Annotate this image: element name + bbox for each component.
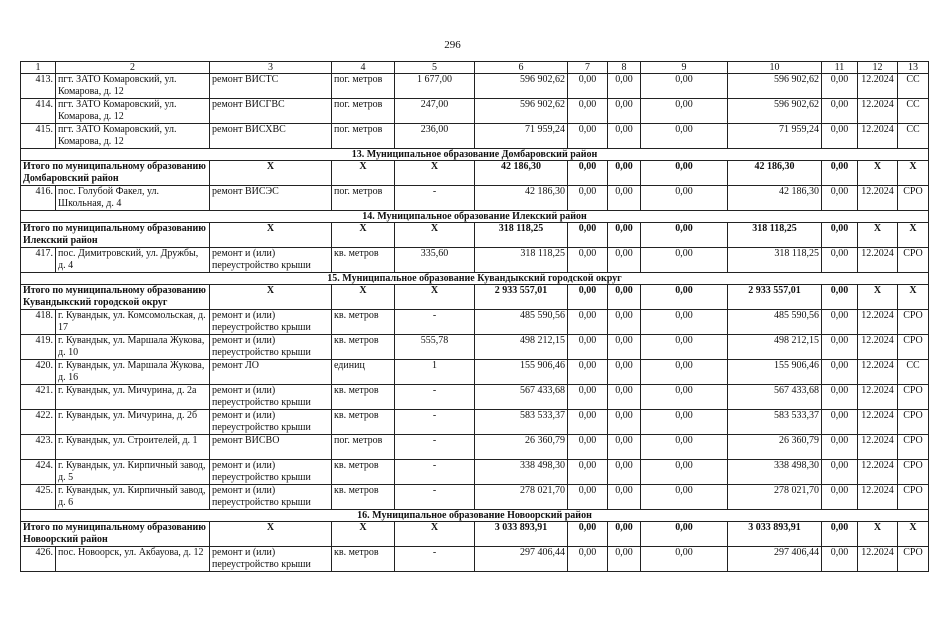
work-type: ремонт и (или) переустройство крыши bbox=[210, 547, 332, 572]
work-type: ремонт ВИСТС bbox=[210, 74, 332, 99]
unit: пог. метров bbox=[332, 435, 395, 460]
col-11-value: 0,00 bbox=[822, 285, 858, 310]
table-row bbox=[21, 360, 929, 385]
unit: кв. метров bbox=[332, 335, 395, 360]
col-8-value: 0,00 bbox=[608, 161, 641, 186]
work-type: ремонт ЛО bbox=[210, 360, 332, 385]
col-10-value: 338 498,30 bbox=[728, 460, 822, 485]
header-col-11: 11 bbox=[822, 62, 858, 74]
unit: пог. метров bbox=[332, 124, 395, 149]
cost-total: 318 118,25 bbox=[475, 248, 568, 273]
col-10-value: 3 033 893,91 bbox=[728, 522, 822, 547]
col-11-value: 0,00 bbox=[822, 335, 858, 360]
table-row bbox=[21, 74, 929, 99]
row-number: 426. bbox=[21, 547, 56, 572]
col-9-value: 0,00 bbox=[641, 74, 728, 99]
subtotal-label: Итого по муниципальному образованию Илекский район bbox=[21, 223, 210, 248]
work-type: ремонт ВИСВО bbox=[210, 435, 332, 460]
section-title: 15. Муниципальное образование Кувандыкский городской округ bbox=[21, 273, 929, 285]
col-10-value: 42 186,30 bbox=[728, 186, 822, 211]
col-11-value: 0,00 bbox=[822, 522, 858, 547]
col-9-value: 0,00 bbox=[641, 360, 728, 385]
col-11-value: 0,00 bbox=[822, 74, 858, 99]
contractor-code: СРО bbox=[898, 335, 929, 360]
quantity: Х bbox=[395, 161, 475, 186]
row-number: 418. bbox=[21, 310, 56, 335]
section-row bbox=[21, 149, 929, 161]
contractor-code: СРО bbox=[898, 186, 929, 211]
completion-date: 12.2024 bbox=[858, 360, 898, 385]
col-8-value: 0,00 bbox=[608, 310, 641, 335]
col-11-value: 0,00 bbox=[822, 360, 858, 385]
col-9-value: 0,00 bbox=[641, 223, 728, 248]
col-9-value: 0,00 bbox=[641, 124, 728, 149]
contractor-code: Х bbox=[898, 285, 929, 310]
address: г. Кувандык, ул. Строителей, д. 1 bbox=[56, 435, 210, 460]
row-number: 423. bbox=[21, 435, 56, 460]
contractor-code: СРО bbox=[898, 435, 929, 460]
address: г. Кувандык, ул. Мичурина, д. 2б bbox=[56, 410, 210, 435]
work-type: ремонт и (или) переустройство крыши bbox=[210, 410, 332, 435]
quantity: 247,00 bbox=[395, 99, 475, 124]
subtotal-row bbox=[21, 522, 929, 547]
row-number: 419. bbox=[21, 335, 56, 360]
col-9-value: 0,00 bbox=[641, 285, 728, 310]
work-type: ремонт ВИСЭС bbox=[210, 186, 332, 211]
section-title: 13. Муниципальное образование Домбаровский район bbox=[21, 149, 929, 161]
subtotal-row bbox=[21, 285, 929, 310]
completion-date: 12.2024 bbox=[858, 335, 898, 360]
row-number: 415. bbox=[21, 124, 56, 149]
unit: кв. метров bbox=[332, 460, 395, 485]
quantity: - bbox=[395, 310, 475, 335]
contractor-code: СРО bbox=[898, 310, 929, 335]
table-row bbox=[21, 410, 929, 435]
address: г. Кувандык, ул. Комсомольская, д. 17 bbox=[56, 310, 210, 335]
completion-date: 12.2024 bbox=[858, 186, 898, 211]
col-8-value: 0,00 bbox=[608, 485, 641, 510]
address: г. Кувандык, ул. Маршала Жукова, д. 16 bbox=[56, 360, 210, 385]
unit: Х bbox=[332, 161, 395, 186]
col-10-value: 278 021,70 bbox=[728, 485, 822, 510]
col-8-value: 0,00 bbox=[608, 248, 641, 273]
completion-date: 12.2024 bbox=[858, 74, 898, 99]
col-11-value: 0,00 bbox=[822, 385, 858, 410]
col-8-value: 0,00 bbox=[608, 186, 641, 211]
completion-date: 12.2024 bbox=[858, 124, 898, 149]
col-9-value: 0,00 bbox=[641, 547, 728, 572]
col-10-value: 567 433,68 bbox=[728, 385, 822, 410]
header-col-2: 2 bbox=[56, 62, 210, 74]
col-11-value: 0,00 bbox=[822, 460, 858, 485]
col-8-value: 0,00 bbox=[608, 99, 641, 124]
work-type: Х bbox=[210, 522, 332, 547]
address: пос. Новоорск, ул. Акбауова, д. 12 bbox=[56, 547, 210, 572]
col-11-value: 0,00 bbox=[822, 485, 858, 510]
completion-date: Х bbox=[858, 161, 898, 186]
address: г. Кувандык, ул. Мичурина, д. 2а bbox=[56, 385, 210, 410]
col-9-value: 0,00 bbox=[641, 335, 728, 360]
contractor-code: Х bbox=[898, 522, 929, 547]
quantity: Х bbox=[395, 285, 475, 310]
col-10-value: 318 118,25 bbox=[728, 223, 822, 248]
address: пос. Голубой Факел, ул. Школьная, д. 4 bbox=[56, 186, 210, 211]
section-title: 16. Муниципальное образование Новоорский район bbox=[21, 510, 929, 522]
section-row bbox=[21, 273, 929, 285]
table-row bbox=[21, 547, 929, 572]
unit: кв. метров bbox=[332, 310, 395, 335]
contractor-code: СРО bbox=[898, 248, 929, 273]
contractor-code: СРО bbox=[898, 410, 929, 435]
header-col-4: 4 bbox=[332, 62, 395, 74]
header-col-3: 3 bbox=[210, 62, 332, 74]
cost-total: 71 959,24 bbox=[475, 124, 568, 149]
contractor-code: Х bbox=[898, 223, 929, 248]
row-number: 422. bbox=[21, 410, 56, 435]
quantity: - bbox=[395, 410, 475, 435]
header-col-9: 9 bbox=[641, 62, 728, 74]
completion-date: 12.2024 bbox=[858, 410, 898, 435]
quantity: - bbox=[395, 186, 475, 211]
table-body bbox=[21, 62, 929, 572]
col-10-value: 318 118,25 bbox=[728, 248, 822, 273]
header-col-1: 1 bbox=[21, 62, 56, 74]
section-title: 14. Муниципальное образование Илекский район bbox=[21, 211, 929, 223]
column-number-header bbox=[21, 62, 929, 74]
page-number: 296 bbox=[444, 39, 461, 51]
col-10-value: 596 902,62 bbox=[728, 99, 822, 124]
col-8-value: 0,00 bbox=[608, 285, 641, 310]
col-9-value: 0,00 bbox=[641, 460, 728, 485]
col-7-value: 0,00 bbox=[568, 99, 608, 124]
col-7-value: 0,00 bbox=[568, 547, 608, 572]
col-7-value: 0,00 bbox=[568, 522, 608, 547]
col-7-value: 0,00 bbox=[568, 360, 608, 385]
col-7-value: 0,00 bbox=[568, 485, 608, 510]
work-type: ремонт и (или) переустройство крыши bbox=[210, 485, 332, 510]
work-type: ремонт ВИСХВС bbox=[210, 124, 332, 149]
col-7-value: 0,00 bbox=[568, 248, 608, 273]
cost-total: 297 406,44 bbox=[475, 547, 568, 572]
table-row bbox=[21, 435, 929, 460]
cost-total: 596 902,62 bbox=[475, 99, 568, 124]
col-9-value: 0,00 bbox=[641, 186, 728, 211]
unit: пог. метров bbox=[332, 186, 395, 211]
completion-date: 12.2024 bbox=[858, 385, 898, 410]
col-9-value: 0,00 bbox=[641, 410, 728, 435]
col-8-value: 0,00 bbox=[608, 223, 641, 248]
col-7-value: 0,00 bbox=[568, 385, 608, 410]
col-7-value: 0,00 bbox=[568, 223, 608, 248]
row-number: 414. bbox=[21, 99, 56, 124]
table-row bbox=[21, 186, 929, 211]
col-11-value: 0,00 bbox=[822, 99, 858, 124]
address: пос. Димитровский, ул. Дружбы, д. 4 bbox=[56, 248, 210, 273]
contractor-code: СРО bbox=[898, 547, 929, 572]
col-11-value: 0,00 bbox=[822, 435, 858, 460]
cost-total: 485 590,56 bbox=[475, 310, 568, 335]
completion-date: Х bbox=[858, 223, 898, 248]
col-8-value: 0,00 bbox=[608, 435, 641, 460]
work-type: ремонт и (или) переустройство крыши bbox=[210, 385, 332, 410]
contractor-code: СРО bbox=[898, 385, 929, 410]
work-type: ремонт ВИСГВС bbox=[210, 99, 332, 124]
col-10-value: 498 212,15 bbox=[728, 335, 822, 360]
subtotal-label: Итого по муниципальному образованию Домбаровский район bbox=[21, 161, 210, 186]
col-8-value: 0,00 bbox=[608, 410, 641, 435]
subtotal-label: Итого по муниципальному образованию Кувандыкский городской округ bbox=[21, 285, 210, 310]
col-7-value: 0,00 bbox=[568, 285, 608, 310]
section-row bbox=[21, 211, 929, 223]
col-10-value: 2 933 557,01 bbox=[728, 285, 822, 310]
subtotal-label: Итого по муниципальному образованию Новоорский район bbox=[21, 522, 210, 547]
col-11-value: 0,00 bbox=[822, 161, 858, 186]
table-row bbox=[21, 310, 929, 335]
col-8-value: 0,00 bbox=[608, 460, 641, 485]
col-10-value: 155 906,46 bbox=[728, 360, 822, 385]
contractor-code: СС bbox=[898, 74, 929, 99]
row-number: 425. bbox=[21, 485, 56, 510]
col-8-value: 0,00 bbox=[608, 385, 641, 410]
table-row bbox=[21, 248, 929, 273]
header-col-6: 6 bbox=[475, 62, 568, 74]
table-row bbox=[21, 485, 929, 510]
quantity: Х bbox=[395, 223, 475, 248]
header-col-5: 5 bbox=[395, 62, 475, 74]
unit: пог. метров bbox=[332, 74, 395, 99]
unit: пог. метров bbox=[332, 99, 395, 124]
table-row bbox=[21, 124, 929, 149]
contractor-code: СРО bbox=[898, 485, 929, 510]
col-11-value: 0,00 bbox=[822, 410, 858, 435]
table-row bbox=[21, 335, 929, 360]
col-9-value: 0,00 bbox=[641, 310, 728, 335]
cost-total: 42 186,30 bbox=[475, 186, 568, 211]
section-row bbox=[21, 510, 929, 522]
header-col-7: 7 bbox=[568, 62, 608, 74]
cost-total: 3 033 893,91 bbox=[475, 522, 568, 547]
unit: Х bbox=[332, 285, 395, 310]
cost-total: 567 433,68 bbox=[475, 385, 568, 410]
col-9-value: 0,00 bbox=[641, 99, 728, 124]
completion-date: 12.2024 bbox=[858, 99, 898, 124]
cost-total: 596 902,62 bbox=[475, 74, 568, 99]
col-11-value: 0,00 bbox=[822, 186, 858, 211]
work-type: ремонт и (или) переустройство крыши bbox=[210, 460, 332, 485]
col-7-value: 0,00 bbox=[568, 335, 608, 360]
col-9-value: 0,00 bbox=[641, 385, 728, 410]
table-row bbox=[21, 385, 929, 410]
col-10-value: 71 959,24 bbox=[728, 124, 822, 149]
col-10-value: 297 406,44 bbox=[728, 547, 822, 572]
quantity: 236,00 bbox=[395, 124, 475, 149]
unit: Х bbox=[332, 223, 395, 248]
address: г. Кувандык, ул. Кирпичный завод, д. 5 bbox=[56, 460, 210, 485]
col-10-value: 26 360,79 bbox=[728, 435, 822, 460]
col-11-value: 0,00 bbox=[822, 310, 858, 335]
work-type: ремонт и (или) переустройство крыши bbox=[210, 335, 332, 360]
contractor-code: СРО bbox=[898, 460, 929, 485]
completion-date: 12.2024 bbox=[858, 547, 898, 572]
quantity: Х bbox=[395, 522, 475, 547]
header-col-12: 12 bbox=[858, 62, 898, 74]
col-10-value: 596 902,62 bbox=[728, 74, 822, 99]
address: г. Кувандык, ул. Маршала Жукова, д. 10 bbox=[56, 335, 210, 360]
col-7-value: 0,00 bbox=[568, 161, 608, 186]
address: пгт. ЗАТО Комаровский, ул. Комарова, д. 12 bbox=[56, 74, 210, 99]
cost-total: 42 186,30 bbox=[475, 161, 568, 186]
completion-date: Х bbox=[858, 522, 898, 547]
col-7-value: 0,00 bbox=[568, 310, 608, 335]
col-7-value: 0,00 bbox=[568, 186, 608, 211]
work-type: Х bbox=[210, 285, 332, 310]
work-type: ремонт и (или) переустройство крыши bbox=[210, 310, 332, 335]
row-number: 413. bbox=[21, 74, 56, 99]
cost-total: 498 212,15 bbox=[475, 335, 568, 360]
unit: кв. метров bbox=[332, 485, 395, 510]
cost-total: 318 118,25 bbox=[475, 223, 568, 248]
col-10-value: 583 533,37 bbox=[728, 410, 822, 435]
unit: Х bbox=[332, 522, 395, 547]
capital-repair-table bbox=[20, 61, 929, 572]
col-11-value: 0,00 bbox=[822, 124, 858, 149]
row-number: 416. bbox=[21, 186, 56, 211]
header-col-13: 13 bbox=[898, 62, 929, 74]
contractor-code: СС bbox=[898, 124, 929, 149]
col-9-value: 0,00 bbox=[641, 522, 728, 547]
address: г. Кувандык, ул. Кирпичный завод, д. 6 bbox=[56, 485, 210, 510]
col-8-value: 0,00 bbox=[608, 124, 641, 149]
quantity: 1 bbox=[395, 360, 475, 385]
quantity: - bbox=[395, 547, 475, 572]
completion-date: 12.2024 bbox=[858, 248, 898, 273]
col-9-value: 0,00 bbox=[641, 485, 728, 510]
col-11-value: 0,00 bbox=[822, 547, 858, 572]
contractor-code: Х bbox=[898, 161, 929, 186]
completion-date: 12.2024 bbox=[858, 435, 898, 460]
completion-date: 12.2024 bbox=[858, 485, 898, 510]
col-7-value: 0,00 bbox=[568, 435, 608, 460]
quantity: 335,60 bbox=[395, 248, 475, 273]
quantity: 555,78 bbox=[395, 335, 475, 360]
cost-total: 2 933 557,01 bbox=[475, 285, 568, 310]
col-9-value: 0,00 bbox=[641, 161, 728, 186]
contractor-code: СС bbox=[898, 360, 929, 385]
work-type: Х bbox=[210, 161, 332, 186]
quantity: - bbox=[395, 485, 475, 510]
header-col-10: 10 bbox=[728, 62, 822, 74]
row-number: 417. bbox=[21, 248, 56, 273]
unit: кв. метров bbox=[332, 248, 395, 273]
table-row bbox=[21, 99, 929, 124]
address: пгт. ЗАТО Комаровский, ул. Комарова, д. 12 bbox=[56, 124, 210, 149]
work-type: ремонт и (или) переустройство крыши bbox=[210, 248, 332, 273]
col-9-value: 0,00 bbox=[641, 248, 728, 273]
col-7-value: 0,00 bbox=[568, 124, 608, 149]
subtotal-row bbox=[21, 223, 929, 248]
col-7-value: 0,00 bbox=[568, 460, 608, 485]
col-7-value: 0,00 bbox=[568, 410, 608, 435]
unit: кв. метров bbox=[332, 410, 395, 435]
unit: единиц bbox=[332, 360, 395, 385]
row-number: 421. bbox=[21, 385, 56, 410]
col-7-value: 0,00 bbox=[568, 74, 608, 99]
row-number: 424. bbox=[21, 460, 56, 485]
completion-date: Х bbox=[858, 285, 898, 310]
cost-total: 583 533,37 bbox=[475, 410, 568, 435]
quantity: - bbox=[395, 435, 475, 460]
subtotal-row bbox=[21, 161, 929, 186]
table-row bbox=[21, 460, 929, 485]
col-8-value: 0,00 bbox=[608, 335, 641, 360]
col-10-value: 42 186,30 bbox=[728, 161, 822, 186]
row-number: 420. bbox=[21, 360, 56, 385]
col-9-value: 0,00 bbox=[641, 435, 728, 460]
quantity: - bbox=[395, 385, 475, 410]
header-col-8: 8 bbox=[608, 62, 641, 74]
quantity: 1 677,00 bbox=[395, 74, 475, 99]
col-11-value: 0,00 bbox=[822, 248, 858, 273]
address: пгт. ЗАТО Комаровский, ул. Комарова, д. 12 bbox=[56, 99, 210, 124]
col-8-value: 0,00 bbox=[608, 522, 641, 547]
cost-total: 26 360,79 bbox=[475, 435, 568, 460]
cost-total: 155 906,46 bbox=[475, 360, 568, 385]
cost-total: 278 021,70 bbox=[475, 485, 568, 510]
unit: кв. метров bbox=[332, 385, 395, 410]
col-8-value: 0,00 bbox=[608, 547, 641, 572]
col-8-value: 0,00 bbox=[608, 360, 641, 385]
completion-date: 12.2024 bbox=[858, 460, 898, 485]
cost-total: 338 498,30 bbox=[475, 460, 568, 485]
completion-date: 12.2024 bbox=[858, 310, 898, 335]
work-type: Х bbox=[210, 223, 332, 248]
col-10-value: 485 590,56 bbox=[728, 310, 822, 335]
quantity: - bbox=[395, 460, 475, 485]
contractor-code: СС bbox=[898, 99, 929, 124]
col-11-value: 0,00 bbox=[822, 223, 858, 248]
col-8-value: 0,00 bbox=[608, 74, 641, 99]
unit: кв. метров bbox=[332, 547, 395, 572]
